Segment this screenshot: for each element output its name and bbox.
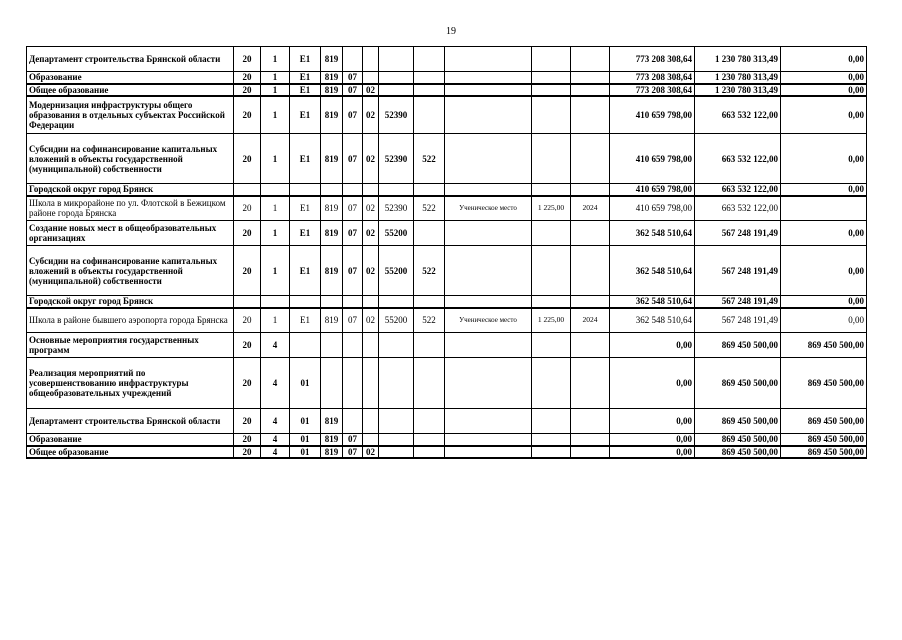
gov-code-cell: 819 (321, 308, 343, 333)
amount-3-cell: 869 450 500,00 (781, 446, 867, 458)
subdivision-code-cell (363, 434, 379, 446)
row-name-cell: Городской округ город Брянск (27, 184, 234, 196)
amount-3-cell: 0,00 (781, 84, 867, 96)
expense-type-cell (414, 47, 445, 72)
amount-3-cell: 0,00 (781, 72, 867, 84)
subprogram-code-cell (290, 296, 321, 308)
section-code-cell: 20 (234, 134, 261, 184)
section-code-cell: 20 (234, 333, 261, 358)
subdivision-code-cell: 02 (363, 446, 379, 458)
amount-3-cell: 869 450 500,00 (781, 333, 867, 358)
target-code-cell (379, 434, 414, 446)
table-row (27, 333, 867, 358)
subprogram-code-cell: Е1 (290, 134, 321, 184)
unit-value-cell: 1 225,00 (532, 308, 571, 333)
amount-2-cell: 663 532 122,00 (695, 196, 781, 221)
year-cell (571, 96, 610, 134)
target-code-cell (379, 84, 414, 96)
section-code-cell (234, 184, 261, 196)
division-code-cell (343, 296, 363, 308)
unit-value-cell (532, 296, 571, 308)
amount-1-cell: 773 208 308,64 (610, 72, 695, 84)
expense-type-cell (414, 434, 445, 446)
subprogram-code-cell: Е1 (290, 84, 321, 96)
row-name-cell: Общее образование (27, 84, 234, 96)
unit-value-cell (532, 84, 571, 96)
subprogram-code-cell (290, 184, 321, 196)
expense-type-cell (414, 358, 445, 409)
row-name-cell: Реализация мероприятий по усовершенствованию инфраструктуры общеобразовательных учреждений (27, 358, 234, 409)
expense-type-cell: 522 (414, 308, 445, 333)
program-code-cell: 4 (261, 434, 290, 446)
unit-name-cell (445, 446, 532, 458)
subprogram-code-cell: Е1 (290, 196, 321, 221)
unit-name-cell (445, 434, 532, 446)
gov-code-cell: 819 (321, 134, 343, 184)
unit-name-cell: Ученическое место (445, 196, 532, 221)
table-row (27, 246, 867, 296)
subdivision-code-cell: 02 (363, 221, 379, 246)
expense-type-cell (414, 409, 445, 434)
target-code-cell (379, 446, 414, 458)
amount-3-cell: 869 450 500,00 (781, 358, 867, 409)
table-row (27, 84, 867, 96)
program-code-cell: 1 (261, 308, 290, 333)
expense-type-cell (414, 221, 445, 246)
expense-type-cell (414, 72, 445, 84)
unit-name-cell (445, 221, 532, 246)
table-row (27, 184, 867, 196)
division-code-cell (343, 409, 363, 434)
amount-2-cell: 1 230 780 313,49 (695, 72, 781, 84)
division-code-cell: 07 (343, 134, 363, 184)
row-name-cell: Субсидии на софинансирование капитальных вложений в объекты государственной (муниципальной) собственности (27, 246, 234, 296)
section-code-cell: 20 (234, 72, 261, 84)
amount-1-cell: 0,00 (610, 434, 695, 446)
table-row (27, 134, 867, 184)
unit-value-cell: 1 225,00 (532, 196, 571, 221)
subdivision-code-cell (363, 358, 379, 409)
target-code-cell (379, 296, 414, 308)
page-number: 19 (446, 26, 456, 37)
program-code-cell: 4 (261, 333, 290, 358)
amount-1-cell: 362 548 510,64 (610, 308, 695, 333)
table-row (27, 221, 867, 246)
amount-3-cell: 0,00 (781, 134, 867, 184)
year-cell (571, 72, 610, 84)
row-name-cell: Образование (27, 72, 234, 84)
amount-2-cell: 869 450 500,00 (695, 446, 781, 458)
unit-name-cell (445, 47, 532, 72)
unit-value-cell (532, 96, 571, 134)
division-code-cell: 07 (343, 246, 363, 296)
expense-type-cell: 522 (414, 246, 445, 296)
division-code-cell (343, 333, 363, 358)
unit-name-cell (445, 134, 532, 184)
division-code-cell: 07 (343, 221, 363, 246)
target-code-cell: 55200 (379, 308, 414, 333)
amount-1-cell: 410 659 798,00 (610, 196, 695, 221)
table-row (27, 72, 867, 84)
year-cell: 2024 (571, 308, 610, 333)
amount-2-cell: 663 532 122,00 (695, 134, 781, 184)
amount-2-cell: 567 248 191,49 (695, 308, 781, 333)
unit-value-cell (532, 47, 571, 72)
subdivision-code-cell (363, 72, 379, 84)
table-row (27, 434, 867, 446)
subprogram-code-cell: Е1 (290, 47, 321, 72)
year-cell (571, 446, 610, 458)
section-code-cell: 20 (234, 308, 261, 333)
table-row (27, 308, 867, 333)
gov-code-cell: 819 (321, 246, 343, 296)
unit-value-cell (532, 184, 571, 196)
row-name-cell: Модернизация инфраструктуры общего образования в отдельных субъектах Российской Федерации (27, 96, 234, 134)
row-name-cell: Школа в районе бывшего аэропорта города Брянска (27, 308, 234, 333)
expense-type-cell (414, 333, 445, 358)
unit-value-cell (532, 333, 571, 358)
division-code-cell (343, 358, 363, 409)
gov-code-cell: 819 (321, 47, 343, 72)
unit-name-cell (445, 184, 532, 196)
unit-value-cell (532, 358, 571, 409)
section-code-cell: 20 (234, 47, 261, 72)
amount-3-cell: 0,00 (781, 308, 867, 333)
amount-1-cell: 773 208 308,64 (610, 47, 695, 72)
program-code-cell: 1 (261, 84, 290, 96)
program-code-cell: 1 (261, 221, 290, 246)
gov-code-cell: 819 (321, 196, 343, 221)
year-cell (571, 184, 610, 196)
row-name-cell: Департамент строительства Брянской области (27, 47, 234, 72)
subprogram-code-cell: Е1 (290, 246, 321, 296)
target-code-cell (379, 184, 414, 196)
unit-value-cell (532, 409, 571, 434)
gov-code-cell: 819 (321, 409, 343, 434)
division-code-cell: 07 (343, 96, 363, 134)
table-row (27, 446, 867, 458)
amount-3-cell: 0,00 (781, 47, 867, 72)
section-code-cell: 20 (234, 221, 261, 246)
amount-2-cell: 869 450 500,00 (695, 434, 781, 446)
subdivision-code-cell: 02 (363, 134, 379, 184)
amount-2-cell: 567 248 191,49 (695, 246, 781, 296)
target-code-cell: 52390 (379, 196, 414, 221)
subdivision-code-cell (363, 409, 379, 434)
year-cell (571, 358, 610, 409)
program-code-cell: 4 (261, 358, 290, 409)
row-name-cell: Субсидии на софинансирование капитальных вложений в объекты государственной (муниципальной) собственности (27, 134, 234, 184)
program-code-cell (261, 296, 290, 308)
target-code-cell: 52390 (379, 96, 414, 134)
row-name-cell: Создание новых мест в общеобразовательных организациях (27, 221, 234, 246)
table-row (27, 296, 867, 308)
gov-code-cell (321, 184, 343, 196)
subprogram-code-cell: 01 (290, 446, 321, 458)
section-code-cell: 20 (234, 409, 261, 434)
amount-3-cell: 0,00 (781, 296, 867, 308)
gov-code-cell (321, 358, 343, 409)
amount-1-cell: 0,00 (610, 333, 695, 358)
program-code-cell: 1 (261, 47, 290, 72)
subdivision-code-cell: 02 (363, 84, 379, 96)
division-code-cell: 07 (343, 84, 363, 96)
row-name-cell: Школа в микрорайоне по ул. Флотской в Бежицком районе города Брянска (27, 196, 234, 221)
unit-name-cell (445, 333, 532, 358)
subprogram-code-cell (290, 333, 321, 358)
division-code-cell: 07 (343, 434, 363, 446)
target-code-cell: 52390 (379, 134, 414, 184)
row-name-cell: Общее образование (27, 446, 234, 458)
program-code-cell (261, 184, 290, 196)
gov-code-cell: 819 (321, 72, 343, 84)
unit-name-cell (445, 358, 532, 409)
table-row (27, 409, 867, 434)
amount-3-cell: 869 450 500,00 (781, 409, 867, 434)
unit-name-cell (445, 72, 532, 84)
table-row (27, 47, 867, 72)
subdivision-code-cell (363, 184, 379, 196)
expense-type-cell (414, 296, 445, 308)
amount-3-cell: 0,00 (781, 96, 867, 134)
division-code-cell (343, 184, 363, 196)
program-code-cell: 4 (261, 446, 290, 458)
row-name-cell: Образование (27, 434, 234, 446)
unit-name-cell (445, 84, 532, 96)
amount-2-cell: 567 248 191,49 (695, 296, 781, 308)
budget-table (26, 46, 867, 459)
subprogram-code-cell: Е1 (290, 308, 321, 333)
division-code-cell: 07 (343, 196, 363, 221)
subprogram-code-cell: 01 (290, 409, 321, 434)
program-code-cell: 1 (261, 134, 290, 184)
subprogram-code-cell: 01 (290, 434, 321, 446)
program-code-cell: 1 (261, 196, 290, 221)
amount-1-cell: 0,00 (610, 358, 695, 409)
subdivision-code-cell (363, 47, 379, 72)
subprogram-code-cell: Е1 (290, 96, 321, 134)
unit-name-cell: Ученическое место (445, 308, 532, 333)
gov-code-cell: 819 (321, 221, 343, 246)
gov-code-cell: 819 (321, 96, 343, 134)
amount-3-cell: 0,00 (781, 221, 867, 246)
table-row (27, 96, 867, 134)
amount-2-cell: 1 230 780 313,49 (695, 47, 781, 72)
expense-type-cell (414, 184, 445, 196)
gov-code-cell (321, 333, 343, 358)
section-code-cell: 20 (234, 96, 261, 134)
program-code-cell: 1 (261, 72, 290, 84)
program-code-cell: 1 (261, 246, 290, 296)
amount-3-cell: 0,00 (781, 184, 867, 196)
division-code-cell: 07 (343, 308, 363, 333)
unit-name-cell (445, 246, 532, 296)
subdivision-code-cell: 02 (363, 196, 379, 221)
year-cell (571, 47, 610, 72)
target-code-cell (379, 47, 414, 72)
division-code-cell: 07 (343, 72, 363, 84)
unit-name-cell (445, 296, 532, 308)
amount-3-cell (781, 196, 867, 221)
expense-type-cell: 522 (414, 196, 445, 221)
amount-2-cell: 869 450 500,00 (695, 358, 781, 409)
subprogram-code-cell: Е1 (290, 221, 321, 246)
amount-3-cell: 0,00 (781, 246, 867, 296)
year-cell (571, 246, 610, 296)
amount-1-cell: 410 659 798,00 (610, 96, 695, 134)
section-code-cell: 20 (234, 446, 261, 458)
amount-1-cell: 362 548 510,64 (610, 221, 695, 246)
amount-2-cell: 1 230 780 313,49 (695, 84, 781, 96)
section-code-cell: 20 (234, 196, 261, 221)
amount-2-cell: 663 532 122,00 (695, 184, 781, 196)
unit-value-cell (532, 446, 571, 458)
unit-value-cell (532, 72, 571, 84)
year-cell (571, 221, 610, 246)
gov-code-cell: 819 (321, 84, 343, 96)
section-code-cell: 20 (234, 84, 261, 96)
table-row (27, 358, 867, 409)
unit-value-cell (532, 434, 571, 446)
gov-code-cell: 819 (321, 446, 343, 458)
expense-type-cell (414, 96, 445, 134)
amount-2-cell: 567 248 191,49 (695, 221, 781, 246)
subdivision-code-cell: 02 (363, 246, 379, 296)
unit-name-cell (445, 96, 532, 134)
section-code-cell (234, 296, 261, 308)
unit-name-cell (445, 409, 532, 434)
amount-2-cell: 663 532 122,00 (695, 96, 781, 134)
year-cell (571, 296, 610, 308)
division-code-cell (343, 47, 363, 72)
gov-code-cell: 819 (321, 434, 343, 446)
amount-1-cell: 410 659 798,00 (610, 184, 695, 196)
subdivision-code-cell: 02 (363, 308, 379, 333)
row-name-cell: Городской округ город Брянск (27, 296, 234, 308)
table-row (27, 196, 867, 221)
year-cell (571, 84, 610, 96)
subprogram-code-cell: Е1 (290, 72, 321, 84)
target-code-cell: 55200 (379, 221, 414, 246)
amount-1-cell: 362 548 510,64 (610, 246, 695, 296)
amount-1-cell: 0,00 (610, 409, 695, 434)
section-code-cell: 20 (234, 358, 261, 409)
gov-code-cell (321, 296, 343, 308)
row-name-cell: Основные мероприятия государственных программ (27, 333, 234, 358)
amount-1-cell: 773 208 308,64 (610, 84, 695, 96)
subdivision-code-cell (363, 333, 379, 358)
target-code-cell (379, 72, 414, 84)
year-cell (571, 434, 610, 446)
amount-2-cell: 869 450 500,00 (695, 409, 781, 434)
target-code-cell (379, 358, 414, 409)
year-cell (571, 134, 610, 184)
amount-1-cell: 0,00 (610, 446, 695, 458)
expense-type-cell (414, 84, 445, 96)
program-code-cell: 1 (261, 96, 290, 134)
program-code-cell: 4 (261, 409, 290, 434)
amount-1-cell: 410 659 798,00 (610, 134, 695, 184)
unit-value-cell (532, 134, 571, 184)
year-cell (571, 409, 610, 434)
section-code-cell: 20 (234, 434, 261, 446)
unit-value-cell (532, 221, 571, 246)
year-cell (571, 333, 610, 358)
section-code-cell: 20 (234, 246, 261, 296)
amount-1-cell: 362 548 510,64 (610, 296, 695, 308)
target-code-cell (379, 333, 414, 358)
amount-2-cell: 869 450 500,00 (695, 333, 781, 358)
unit-value-cell (532, 246, 571, 296)
subdivision-code-cell: 02 (363, 96, 379, 134)
row-name-cell: Департамент строительства Брянской области (27, 409, 234, 434)
target-code-cell (379, 409, 414, 434)
subdivision-code-cell (363, 296, 379, 308)
year-cell: 2024 (571, 196, 610, 221)
target-code-cell: 55200 (379, 246, 414, 296)
amount-3-cell: 869 450 500,00 (781, 434, 867, 446)
expense-type-cell: 522 (414, 134, 445, 184)
expense-type-cell (414, 446, 445, 458)
division-code-cell: 07 (343, 446, 363, 458)
subprogram-code-cell: 01 (290, 358, 321, 409)
